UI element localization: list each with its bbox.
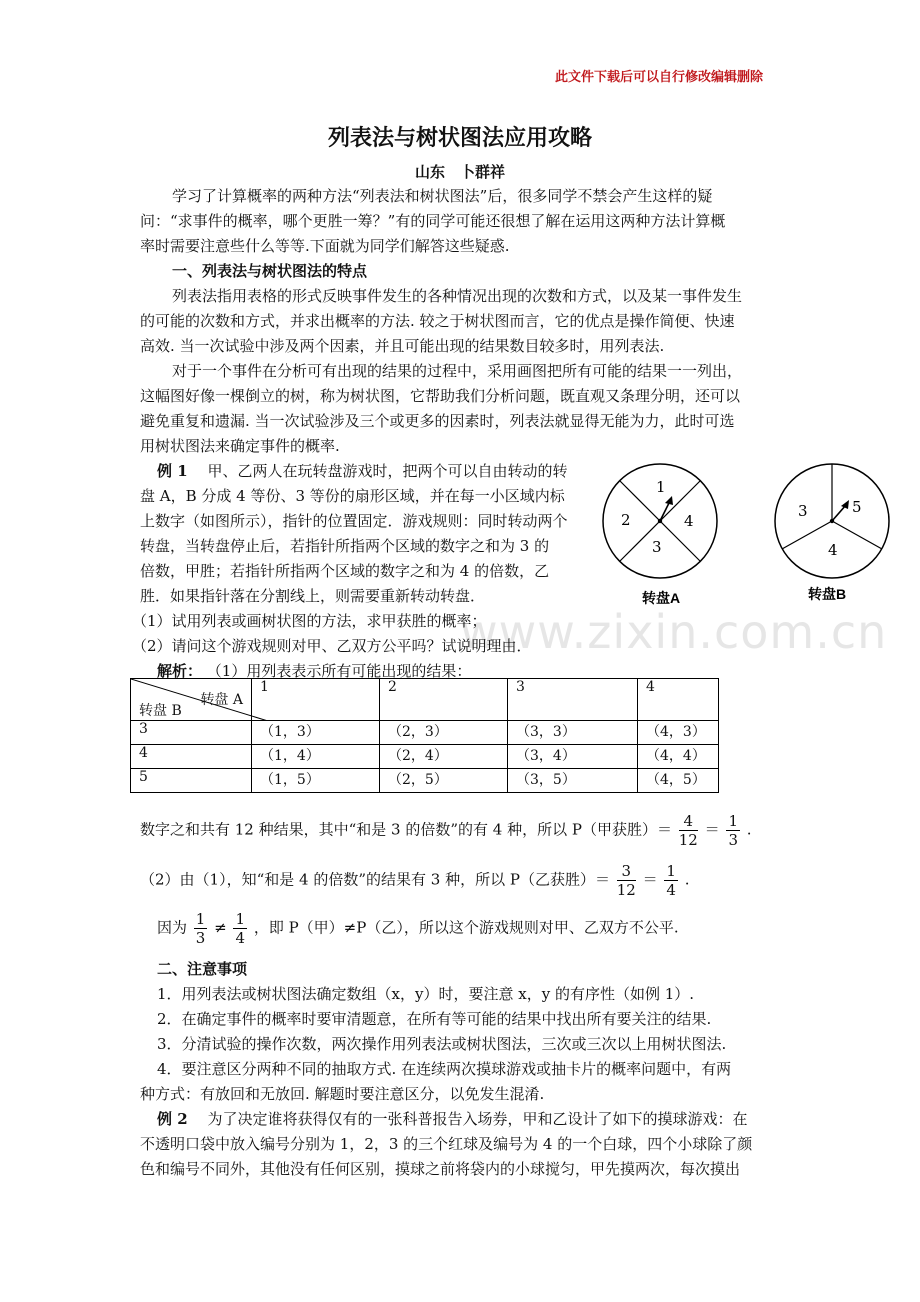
- intro-line-1: 学习了计算概率的两种方法“列表法和树状图法”后，很多同学不禁会产生这样的疑: [157, 187, 713, 205]
- fraction: $\frac{4}{12}$: [678, 812, 698, 849]
- corner-label-a: 转盘 A: [200, 692, 243, 708]
- results-table: [130, 678, 719, 793]
- table-cell: （4，4）: [638, 745, 719, 769]
- row-label: 5: [131, 769, 252, 793]
- example1-line-2: 盘 A，B 分成 4 等份、3 等份的扇形区域，并在每一小区域内标: [140, 487, 565, 505]
- spinner-b-number-4: 4: [828, 541, 838, 559]
- spinner-a: [600, 460, 720, 610]
- note-3: 3．分清试验的操作次数，两次操作用列表法或树状图法，三次或三次以上用树状图法.: [157, 1035, 727, 1053]
- table-cell: （4，5）: [638, 769, 719, 793]
- table-cell: （1，3）: [252, 721, 380, 745]
- example2-line-2: 不透明口袋中放入编号分别为 1，2，3 的三个红球及编号为 4 的一个白球，四个小球除了颜: [140, 1135, 753, 1153]
- spinner-b: [772, 460, 892, 610]
- pointer-arrow-b: [832, 505, 846, 521]
- row-label: 3: [131, 721, 252, 745]
- download-notice: 此文件下载后可以自行修改编辑删除: [555, 70, 764, 85]
- col-header: 2: [380, 679, 508, 721]
- section1-heading: 一、列表法与树状图法的特点: [172, 262, 368, 280]
- result-1-text: 数字之和共有 12 种结果，其中“和是 3 的倍数”的有 4 种，所以 P（甲获胜）＝: [140, 820, 672, 839]
- intro-line-3: 率时需要注意些什么等等.下面就为同学们解答这些疑惑.: [140, 237, 510, 255]
- author: 山东 卜群祥: [414, 163, 505, 181]
- table-cell: （3，4）: [508, 745, 638, 769]
- example1-line-4: 转盘，当转盘停止后，若指针所指两个区域的数字之和为 3 的: [140, 537, 550, 555]
- spinner-a-number-2: 2: [621, 511, 631, 529]
- example1-question-2: （2）请问这个游戏规则对甲、乙双方公平吗？试说明理由．: [132, 637, 532, 655]
- s1p2-line-3: 避免重复和遗漏. 当一次试验涉及三个或更多的因素时，列表法就显得无能为力，此时可选: [140, 412, 735, 430]
- section2-heading: 二、注意事项: [157, 960, 248, 978]
- table-row: [131, 769, 719, 793]
- spinner-b-caption: 转盘B: [808, 586, 847, 602]
- table-cell: （1，5）: [252, 769, 380, 793]
- spinner-b-number-3: 3: [798, 502, 808, 520]
- example1-line-1: 甲、乙两人在玩转盘游戏时，把两个可以自由转动的转: [207, 462, 568, 480]
- spinner-a-number-1: 1: [656, 478, 666, 496]
- result-line-3: 因为 $\frac{1}{3}$ ≠ $\frac{1}{4}$ ，即 P（甲）≠P（乙），所以这个游戏规则对甲、乙双方不公平.: [157, 910, 679, 947]
- table-cell: （3，5）: [508, 769, 638, 793]
- s1p2-line-1: 对于一个事件在分析可有出现的结果的过程中，采用画图把所有可能的结果一一列出，: [172, 362, 743, 380]
- table-cell: （4，3）: [638, 721, 719, 745]
- note-4-cont: 种方式：有放回和无放回. 解题时要注意区分，以免发生混淆.: [140, 1085, 545, 1103]
- example2-line-3: 色和编号不同外，其他没有任何区别，摸球之前将袋内的小球搅匀，甲先摸两次，每次摸出: [140, 1160, 741, 1178]
- table-cell: （3，3）: [508, 721, 638, 745]
- analysis-label: 解析：: [157, 662, 203, 680]
- result-line-1: 数字之和共有 12 种结果，其中“和是 3 的倍数”的有 4 种，所以 P（甲获胜）＝ $\frac{4}{12}$ ＝ $\frac{1}{3}$ .: [140, 812, 752, 849]
- pointer-arrow-a: [660, 501, 670, 521]
- example2-label: 例 2: [157, 1110, 188, 1128]
- table-cell: （1，4）: [252, 745, 380, 769]
- fraction: $\frac{1}{4}$: [666, 862, 676, 899]
- table-row: [131, 721, 719, 745]
- s1p1-line-1: 列表法指用表格的形式反映事件发生的各种情况出现的次数和方式，以及某一事件发生: [172, 287, 743, 305]
- note-4: 4．要注意区分两种不同的抽取方式. 在连续两次摸球游戏或抽卡片的概率问题中，有两: [157, 1060, 732, 1078]
- col-header: 3: [508, 679, 638, 721]
- note-1: 1．用列表法或树状图法确定数组（x，y）时，要注意 x，y 的有序性（如例 1）.: [157, 985, 695, 1003]
- example1-question-1: （1）试用列表或画树状图的方法，求甲获胜的概率；: [132, 612, 487, 630]
- table-cell: （2，3）: [380, 721, 508, 745]
- s1p1-line-2: 的可能的次数和方式，并求出概率的方法. 较之于树状图而言，它的优点是操作简便、快速: [140, 312, 735, 330]
- example2-line-1: 为了决定谁将获得仅有的一张科普报告入场券，甲和乙设计了如下的摸球游戏：在: [207, 1110, 748, 1128]
- note-2: 2．在确定事件的概率时要审清题意，在所有等可能的结果中找出所有要关注的结果.: [157, 1010, 712, 1028]
- result-2-text: （2）由（1），知“和是 4 的倍数”的结果有 3 种，所以 P（乙获胜）＝: [140, 870, 610, 889]
- s1p1-line-3: 高效. 当一次试验中涉及两个因素，并且可能出现的结果数目较多时，用列表法.: [140, 337, 665, 355]
- fraction: $\frac{1}{3}$: [195, 910, 206, 947]
- watermark: www.zixin.com.cn: [460, 605, 888, 659]
- s1p2-line-2: 这幅图好像一棵倒立的树，称为树状图，它帮助我们分析问题，既直观又条理分明，还可以: [140, 387, 741, 405]
- spinner-a-number-3: 3: [652, 538, 662, 556]
- fraction: $\frac{1}{3}$: [728, 812, 738, 849]
- row-label: 4: [131, 745, 252, 769]
- col-header: 4: [638, 679, 719, 721]
- analysis-text: （1）用列表表示所有可能出现的结果：: [206, 662, 472, 680]
- col-header: 1: [252, 679, 380, 721]
- fraction: $\frac{3}{12}$: [616, 862, 636, 899]
- result-line-2: （2）由（1），知“和是 4 的倍数”的结果有 3 种，所以 P（乙获胜）＝ $\frac{3}{12}$ ＝ $\frac{1}{4}$ .: [140, 862, 690, 899]
- table-corner-cell: [131, 679, 252, 721]
- table-cell: （2，5）: [380, 769, 508, 793]
- intro-line-2: 问：“求事件的概率，哪个更胜一筹？”有的同学可能还很想了解在运用这两种方法计算概: [140, 212, 726, 230]
- example1-label: 例 1: [157, 462, 188, 480]
- spinner-b-number-5: 5: [852, 498, 862, 516]
- example1-line-5: 倍数，甲胜；若指针所指两个区域的数字之和为 4 的倍数，乙: [140, 562, 550, 580]
- spinner-a-number-4: 4: [684, 512, 694, 530]
- corner-label-b: 转盘 B: [139, 703, 182, 719]
- s1p2-line-4: 用树状图法来确定事件的概率.: [140, 437, 340, 455]
- fraction: $\frac{1}{4}$: [235, 910, 246, 947]
- example1-line-6: 胜．如果指针落在分割线上，则需要重新转动转盘．: [140, 587, 486, 605]
- spinner-a-caption: 转盘A: [642, 590, 681, 606]
- table-cell: （2，4）: [380, 745, 508, 769]
- table-row: [131, 745, 719, 769]
- article-title: 列表法与树状图法应用攻略: [327, 125, 592, 151]
- example1-line-3: 上数字（如图所示），指针的位置固定．游戏规则：同时转动两个: [140, 512, 568, 530]
